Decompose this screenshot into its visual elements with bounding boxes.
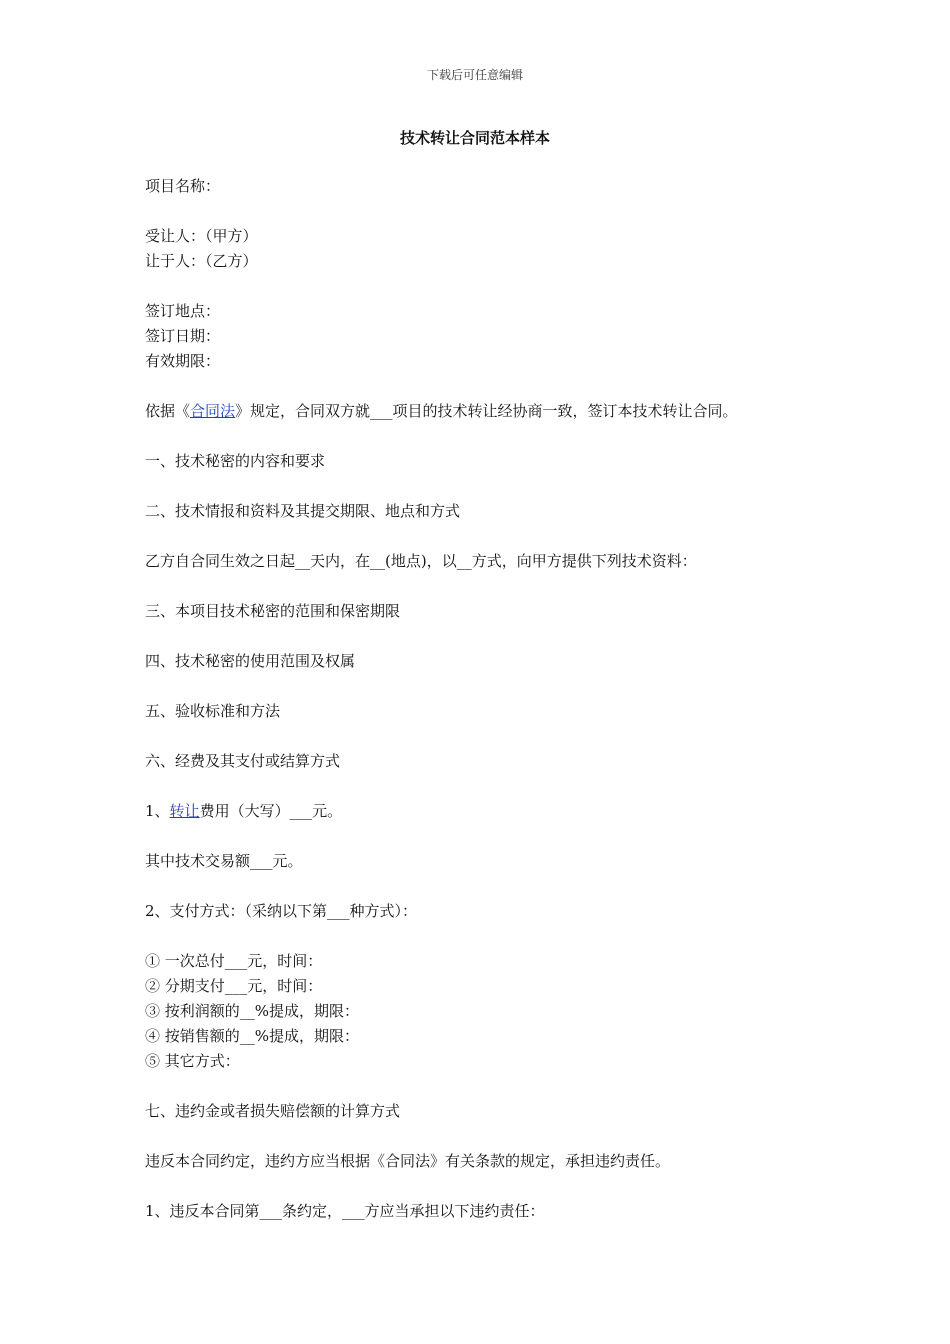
intro-paragraph: [145, 401, 825, 426]
section-7-item-1: 1、违反本合同第___条约定，___方应当承担以下违约责任：: [145, 1202, 545, 1220]
payment-option: ④ 按销售额的__%提成，期限：: [145, 1027, 360, 1045]
item-1-pre: 1、: [145, 802, 170, 820]
payment-option: ② 分期支付___元，时间：: [145, 977, 323, 995]
field-assignor: 让于人：（乙方）: [145, 252, 258, 270]
field-project-name: 项目名称：: [145, 177, 221, 195]
section-5-heading: 五、验收标准和方法: [145, 702, 281, 720]
payment-option: ① 一次总付___元，时间：: [145, 952, 323, 970]
section-6-item-2: 2、支付方式：（采纳以下第___种方式）：: [145, 902, 418, 920]
section-6-heading: 六、经费及其支付或结算方式: [145, 752, 341, 770]
section-6-item-1: [145, 801, 825, 826]
contract-law-link[interactable]: 合同法: [190, 402, 236, 420]
payment-option: ③ 按利润额的__%提成，期限：: [145, 1002, 360, 1020]
field-valid-period: 有效期限：: [145, 352, 221, 370]
section-4-heading: 四、技术秘密的使用范围及权属: [145, 652, 356, 670]
section-2-heading: 二、技术情报和资料及其提交期限、地点和方式: [145, 502, 461, 520]
section-1-heading: 一、技术秘密的内容和要求: [145, 452, 326, 470]
intro-pre: 依据《: [145, 402, 191, 420]
payment-option: ⑤ 其它方式：: [145, 1052, 240, 1070]
field-sign-place: 签订地点：: [145, 302, 221, 320]
document-title: 技术转让合同范本样本: [399, 129, 550, 147]
section-3-heading: 三、本项目技术秘密的范围和保密期限: [145, 602, 401, 620]
section-7-text: 违反本合同约定，违约方应当根据《合同法》有关条款的规定，承担违约责任。: [145, 1152, 671, 1170]
intro-post: 》规定，合同双方就___项目的技术转让经协商一致，签订本技术转让合同。: [235, 402, 738, 420]
section-7-heading: 七、违约金或者损失赔偿额的计算方式: [145, 1102, 401, 1120]
field-assignee: 受让人：（甲方）: [145, 227, 258, 245]
header-note: 下载后可任意编辑: [426, 68, 523, 82]
item-1-post: 费用（大写）___元。: [199, 802, 343, 820]
section-2-text: 乙方自合同生效之日起__天内，在__(地点)，以__方式，向甲方提供下列技术资料：: [145, 552, 697, 570]
document-body: [145, 176, 825, 1226]
transfer-link[interactable]: 转让: [169, 802, 200, 820]
section-6-tech-amount: 其中技术交易额___元。: [145, 852, 303, 870]
field-sign-date: 签订日期：: [145, 327, 221, 345]
